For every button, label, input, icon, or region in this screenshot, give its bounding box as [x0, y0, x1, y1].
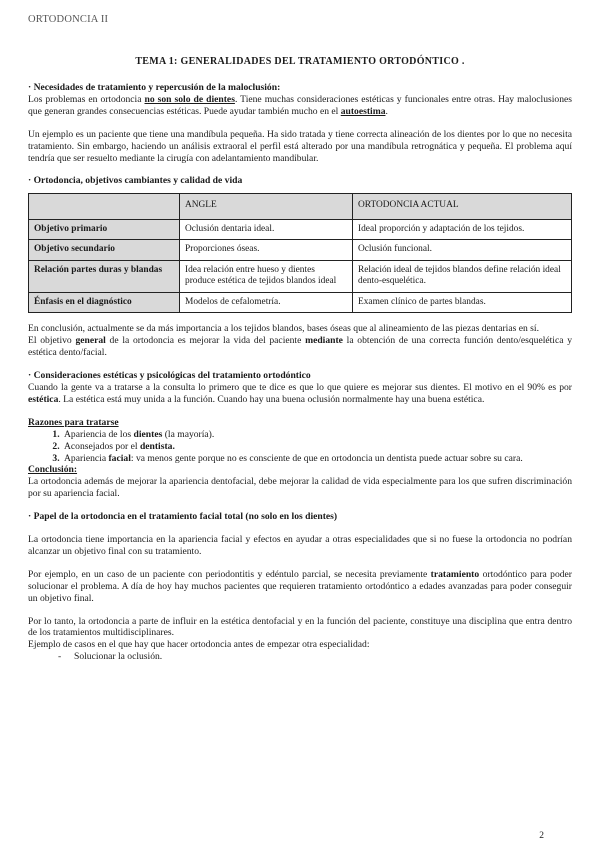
table-header-row — [29, 194, 572, 220]
text-run: Apariencia de los — [64, 428, 134, 440]
list-item: - Solucionar la oclusión. — [62, 651, 572, 663]
document-body — [28, 82, 572, 663]
table-cell: Examen clínico de partes blandas. — [353, 292, 572, 313]
list-item — [62, 429, 572, 441]
page-number: 2 — [539, 831, 544, 841]
emphasis: facial — [108, 452, 131, 464]
emphasis: general — [75, 335, 106, 347]
running-header: ORTODONCIA II — [28, 14, 109, 25]
paragraph — [28, 382, 572, 406]
table-cell: Idea relación entre hueso y dientes produce estética de tejidos blandos ideal — [180, 260, 353, 292]
paragraph: Un ejemplo es un paciente que tiene una mandíbula pequeña. Ha sido tratada y tiene correcta alineación de los dientes por lo que no necesita tratamiento. Sin embargo, haciendo un análisis extraoral el perfil está alterado por una mandíbula retrognática y pequeña. El problema aquí tendría que ser resuelto mediante la cirugía con adelantamiento mandibular. — [28, 128, 572, 164]
subheading: Razones para tratarse — [28, 416, 119, 428]
row-header-cell: Relación partes duras y blandas — [29, 260, 180, 292]
reasons-list — [28, 429, 572, 465]
row-header-cell: Objetivo secundario — [29, 240, 180, 261]
text-run: El objetivo — [28, 335, 76, 347]
table-row — [29, 260, 572, 292]
emphasis: tratamiento — [430, 568, 480, 580]
text-run: Cuando la gente va a tratarse a la consulta lo primero que te dice es que lo que quiere es mejorar sus dientes. El motivo en el 90% es por — [28, 381, 572, 393]
table-header-cell: ANGLE — [180, 194, 353, 220]
table-cell: Ideal proporción y adaptación de los tejidos. — [353, 219, 572, 240]
section-heading: · Ortodoncia, objetivos cambiantes y calidad de vida — [28, 175, 243, 187]
text-run: Apariencia — [64, 452, 109, 464]
paragraph: En conclusión, actualmente se da más importancia a los tejidos blandos, bases óseas que al alineamiento de las piezas dentarias en sí. — [28, 323, 539, 335]
section-heading: · Necesidades de tratamiento y repercusión de la maloclusión: — [28, 82, 281, 93]
paragraph — [28, 94, 572, 118]
row-header-cell: Énfasis en el diagnóstico — [29, 292, 180, 313]
paragraph: La ortodoncia además de mejorar la apariencia dentofacial, debe mejorar la calidad de vida especialmente para los que sufren discriminación por su apariencia facial. — [28, 476, 572, 500]
paragraph — [28, 569, 572, 605]
emphasis: dientes — [133, 428, 163, 440]
table-cell: Oclusión funcional. — [353, 240, 572, 261]
section-heading: · Papel de la ortodoncia en el tratamiento facial total (no solo en los dientes) — [28, 511, 338, 523]
row-header-cell: Objetivo primario — [29, 219, 180, 240]
paragraph — [28, 335, 572, 359]
text-run: . Tiene muchas consideraciones estéticas y funcionales entre otras. Hay maloclusiones que generan grandes consecuencias estéticas. Puede ayudar también mucho en el — [28, 93, 572, 117]
text-run: la obtención de una correcta función dento/esquelética y estética dento/facial. — [28, 335, 573, 359]
emphasis: autoestima — [340, 105, 386, 117]
bullet-list — [28, 651, 572, 663]
table-header-cell — [29, 194, 180, 220]
text-run: : va menos gente porque no es consciente de que en ortodoncia un dentista puede actuar sobre su cara. — [130, 452, 523, 464]
comparison-table — [28, 193, 572, 313]
emphasis: dentista. — [139, 440, 175, 452]
text-run: Los problemas en ortodoncia — [28, 93, 145, 105]
text-run: . La estética está muy unida a la función. Cuando hay una buena oclusión normalmente hay una buena estética. — [58, 393, 485, 405]
table-cell: Oclusión dentaria ideal. — [180, 219, 353, 240]
table-cell: Relación ideal de tejidos blandos define relación ideal dento-esquelética. — [353, 260, 572, 292]
text-run: . — [385, 105, 388, 117]
table-row — [29, 292, 572, 313]
table-cell: Modelos de cefalometría. — [180, 292, 353, 313]
emphasis: mediante — [305, 335, 343, 347]
emphasis: estética — [28, 393, 59, 405]
table-header-cell: ORTODONCIA ACTUAL — [353, 194, 572, 220]
table-row — [29, 240, 572, 261]
table-cell: Proporciones óseas. — [180, 240, 353, 261]
text-run: Por ejemplo, en un caso de un paciente con periodontitis y edéntulo parcial, se necesita previamente — [28, 568, 431, 580]
paragraph: La ortodoncia tiene importancia en la apariencia facial y efectos en ayudar a otras especialidades que si no fuese la ortodoncia no podrían alcanzar un objetivo final con su tratamiento. — [28, 534, 572, 557]
section-heading: · Consideraciones estéticas y psicológicas del tratamiento ortodóntico — [28, 370, 311, 382]
list-item — [62, 441, 572, 453]
subheading: Conclusión: — [28, 464, 78, 476]
list-item — [62, 453, 572, 465]
table-row — [29, 219, 572, 240]
text-run: (la mayoría). — [162, 428, 215, 440]
emphasis: no son solo de dientes — [144, 93, 235, 105]
paragraph: Ejemplo de casos en el que hay que hacer ortodoncia antes de empezar otra especialidad: — [28, 639, 370, 651]
text-run: de la ortodoncia es mejorar la vida del paciente — [105, 335, 306, 347]
page-title: TEMA 1: GENERALIDADES DEL TRATAMIENTO ORTODÓNTICO . — [135, 56, 465, 67]
text-run: Aconsejados por el — [64, 440, 140, 452]
paragraph: Por lo tanto, la ortodoncia a parte de influir en la estética dentofacial y en la función del paciente, constituye una disciplina que entra dentro de los tratamientos multidisciplinares. — [28, 615, 572, 639]
text-run: ortodóntico para poder solucionar el problema. A día de hoy hay muchos pacientes que requieren tratamiento ortodóntico a edades avanzadas para poder conseguir un objetivo final. — [28, 568, 573, 604]
